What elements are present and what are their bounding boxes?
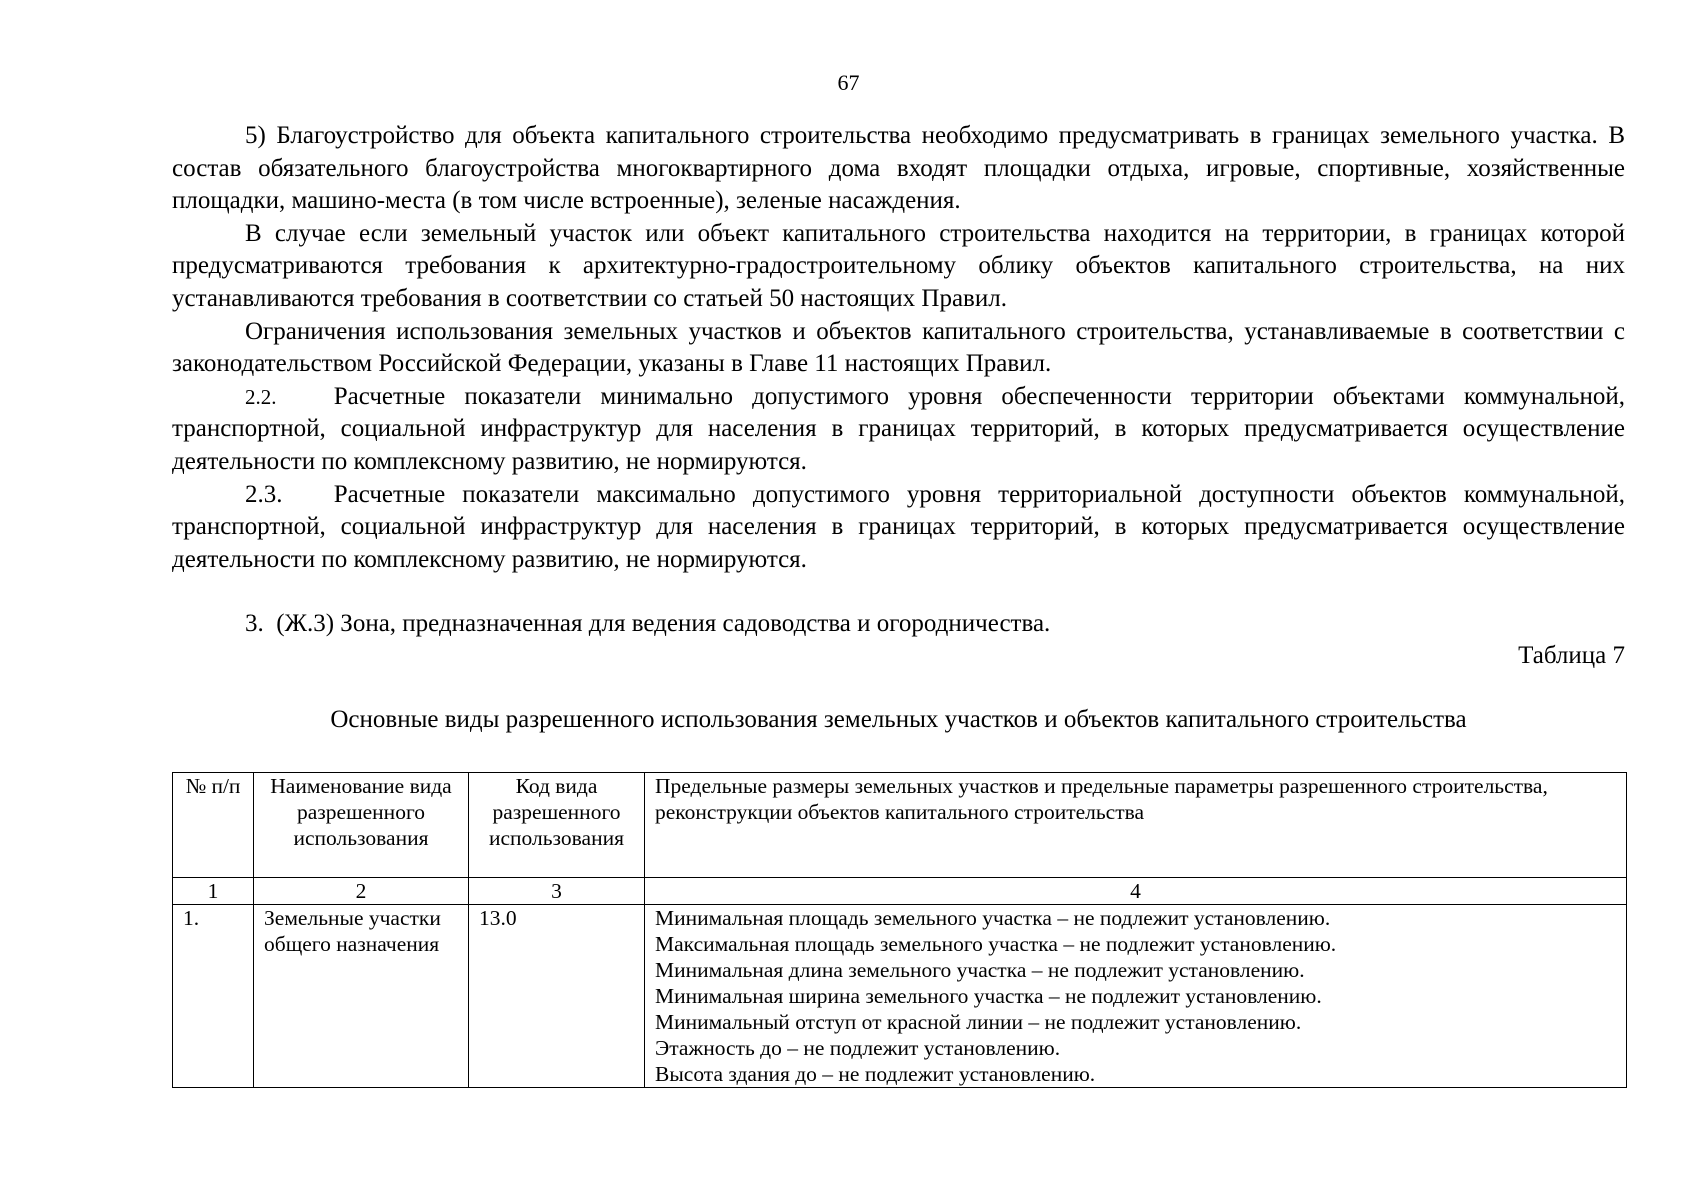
row-parameters: [645, 905, 1627, 1088]
table-row: [173, 905, 1627, 1088]
param-min-setback: Минимальный отступ от красной линии – не подлежит установлению.: [655, 1010, 1302, 1034]
column-number-2: 2: [254, 878, 469, 905]
param-floors: Этажность до – не подлежит установлению.: [655, 1036, 1061, 1060]
column-number-4: 4: [645, 878, 1627, 905]
permitted-use-table: [172, 772, 1627, 1088]
header-use-code: Код вида разрешенного использования: [469, 773, 645, 878]
paragraph-restrictions: Ограничения использования земельных участков и объектов капитального строительства, устанавливаемые в соответствии с законодательством Российской Федерации, указаны в Главе 11 настоящих Правил.: [172, 317, 1625, 378]
column-number-3: 3: [469, 878, 645, 905]
header-number: № п/п: [173, 773, 254, 878]
paragraph-2-2-number: 2.2.: [245, 384, 277, 409]
paragraph-2-2-text: Расчетные показатели минимально допустимого уровня обеспеченности территории объектами коммунальной, транспортной, социальной инфраструктур для населения в границах территорий, в которых предусматривается осуществление деятельности по комплексному развитию, не нормируются.: [172, 382, 1626, 475]
param-height: Высота здания до – не подлежит установлению.: [655, 1062, 1096, 1086]
param-max-area: Максимальная площадь земельного участка – не подлежит установлению.: [655, 932, 1337, 956]
column-number-1: 1: [173, 878, 254, 905]
row-use-name: Земельные участки общего назначения: [254, 905, 469, 1088]
param-min-area: Минимальная площадь земельного участка – не подлежит установлению.: [655, 906, 1331, 930]
param-min-width: Минимальная ширина земельного участка – не подлежит установлению.: [655, 984, 1322, 1008]
header-parameters: Предельные размеры земельных участков и предельные параметры разрешенного строительства, реконструкции объектов капитального строительства: [645, 773, 1627, 878]
table-header-row: [173, 773, 1627, 878]
param-min-length: Минимальная длина земельного участка – не подлежит установлению.: [655, 958, 1305, 982]
zone-heading: 3. (Ж.3) Зона, предназначенная для ведения садоводства и огородничества.: [245, 610, 1051, 638]
paragraph-2-3-number: 2.3.: [245, 480, 283, 508]
paragraph-2-3: [172, 479, 1625, 577]
row-number: 1.: [173, 905, 254, 1088]
table-column-number-row: [173, 878, 1627, 905]
paragraph-architectural-requirements: В случае если земельный участок или объект капитального строительства находится на территории, в границах которой предусматриваются требования к архитектурно-градостроительному облику объектов капитального строительства, на них устанавливаются требования в соответствии со статьей 50 настоящих Правил.: [172, 219, 1625, 312]
document-body: [172, 120, 1625, 736]
paragraph-2-3-text: Расчетные показатели максимально допустимого уровня территориальной доступности объектов коммунальной, транспортной, социальной инфраструктур для населения в границах территорий, в которых предусматривается осуществление деятельности по комплексному развитию, не нормируются.: [172, 480, 1625, 573]
row-use-code: 13.0: [469, 905, 645, 1088]
paragraph-landscaping: 5) Благоустройство для объекта капитального строительства необходимо предусматривать в границах земельного участка. В состав обязательного благоустройства многоквартирного дома входят площадки отдыха, игровые, спортивные, хозяйственные площадки, машино-места (в том числе встроенные), зеленые насаждения.: [172, 122, 1625, 215]
page-number: 67: [837, 70, 860, 95]
paragraph-2-2: [172, 381, 1625, 479]
table-caption: Основные виды разрешенного использования земельных участков и объектов капитального строительства: [330, 706, 1467, 734]
table-label: Таблица 7: [1518, 642, 1625, 670]
header-use-name: Наименование вида разрешенного использования: [254, 773, 469, 878]
